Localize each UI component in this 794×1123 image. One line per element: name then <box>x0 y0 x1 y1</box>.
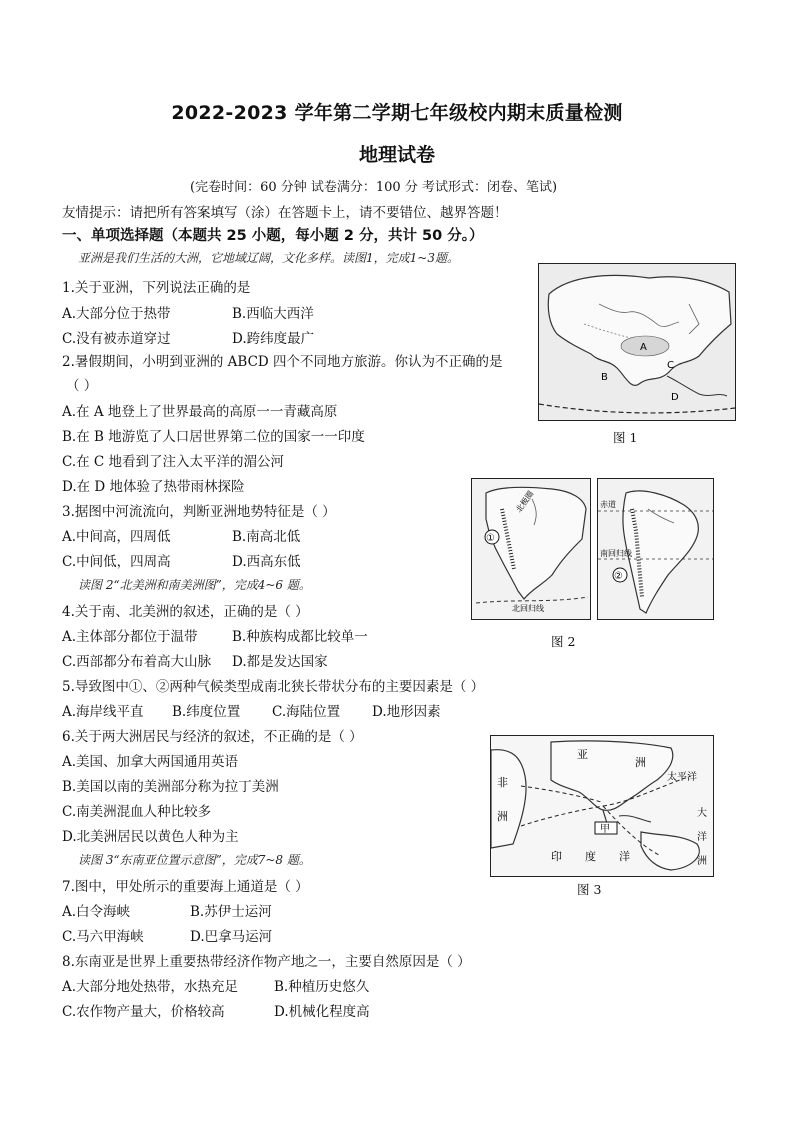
fig1-label-c: C <box>667 360 674 371</box>
fig3-label-pacific: 太平洋 <box>667 772 697 783</box>
fig2-label-2: ② <box>614 571 623 582</box>
figure-3-southeast-asia-map <box>490 735 714 877</box>
question-2-option-c: C.在 C 地看到了注入太平洋的湄公河 <box>62 454 285 470</box>
question-1-option-b: B.西临大西洋 <box>232 306 314 322</box>
question-4-option-a: A.主体部分都位于温带 <box>62 629 198 645</box>
question-5-option-b: B.纬度位置 <box>172 704 241 720</box>
fig2-arctic-circle: 北极圈 <box>514 489 536 515</box>
question-4-option-d: D.都是发达国家 <box>232 654 328 670</box>
question-7-option-c: C.马六甲海峡 <box>62 929 144 945</box>
question-7-option-a: A.白令海峡 <box>62 904 131 920</box>
question-6-option-a: A.美国、加拿大两国通用英语 <box>62 754 239 770</box>
question-8-stem: 8.东南亚是世界上重要热带经济作物产地之一，主要自然原因是（ ） <box>62 954 471 970</box>
subject-title: 地理试卷 <box>358 144 435 166</box>
question-4-option-c: C.西部都分布着高大山脉 <box>62 654 212 670</box>
question-4-stem: 4.关于南、北美洲的叙述，正确的是（ ） <box>62 604 309 620</box>
question-2-option-b: B.在 B 地游览了人口居世界第二位的国家一一印度 <box>62 429 365 445</box>
fig1-label-a: A <box>640 342 647 353</box>
figure-2-north-america <box>471 478 591 620</box>
question-2-blank: （ ） <box>66 378 98 394</box>
exam-info: (完卷时间：60 分钟 试卷满分：100 分 考试形式：闭卷、笔试) <box>190 180 558 195</box>
south-america-graphic <box>598 479 713 619</box>
question-8-option-d: D.机械化程度高 <box>274 1004 370 1020</box>
question-7-stem: 7.图中，甲处所示的重要海上通道是（ ） <box>62 879 309 895</box>
question-2-stem: 2.暑假期间，小明到亚洲的 ABCD 四个不同地方旅游。你认为不正确的是 <box>62 354 503 370</box>
question-3-option-a: A.中间高，四周低 <box>62 529 171 545</box>
notice: 友情提示：请把所有答案填写（涂）在答题卡上，请不要错位、越界答题！ <box>62 205 508 221</box>
question-6-option-d: D.北美洲居民以黄色人种为主 <box>62 829 239 845</box>
fig2-tropic-capricorn: 南回归线 <box>600 549 632 558</box>
question-2-option-a: A.在 A 地登上了世界最高的高原一一青藏高原 <box>62 404 338 420</box>
intro-fig1: 亚洲是我们生活的大洲，它地域辽阔，文化多样。读图1，完成1~3题。 <box>78 251 459 265</box>
question-6-stem: 6.关于两大洲居民与经济的叙述，不正确的是（ ） <box>62 729 363 745</box>
fig3-label-fei: 非 <box>497 776 508 789</box>
question-6-option-b: B.美国以南的美洲部分称为拉丁美洲 <box>62 779 279 795</box>
exam-title: 2022-2023 学年第二学期七年级校内期末质量检测 <box>171 102 623 124</box>
question-1-stem: 1.关于亚洲，下列说法正确的是 <box>62 280 251 296</box>
fig3-label-ya: 亚 <box>577 748 588 761</box>
fig3-label-yang2: 洋 <box>697 832 707 843</box>
question-5-option-c: C.海陆位置 <box>272 704 341 720</box>
question-8-option-b: B.种植历史悠久 <box>274 979 370 995</box>
section-heading: 一、单项选择题（本题共 25 小题，每小题 2 分，共计 50 分。） <box>62 228 484 244</box>
fig3-label-yin: 印 <box>551 850 562 863</box>
question-1-option-c: C.没有被赤道穿过 <box>62 331 171 347</box>
question-7-option-d: D.巴拿马运河 <box>190 929 273 945</box>
question-3-stem: 3.据图中河流流向，判断亚洲地势特征是（ ） <box>62 504 336 520</box>
question-6-option-c: C.南美洲混血人种比较多 <box>62 804 212 820</box>
intro-fig2: 读图 2“北美洲和南美洲图”，完成4~6 题。 <box>78 578 311 592</box>
fig3-label-zhou2: 洲 <box>497 810 508 823</box>
intro-fig3: 读图 3“东南亚位置示意图”，完成7~8 题。 <box>78 853 311 867</box>
fig1-label-d: D <box>671 392 679 403</box>
fig3-label-jia: 甲 <box>600 824 610 835</box>
question-8-option-c: C.农作物产量大，价格较高 <box>62 1004 225 1020</box>
figure-1-caption: 图 1 <box>613 430 638 445</box>
figure-2-south-america <box>597 478 714 620</box>
question-1-option-a: A.大部分位于热带 <box>62 306 171 322</box>
question-7-option-b: B.苏伊士运河 <box>190 904 272 920</box>
question-3-option-c: C.中间低，四周高 <box>62 554 171 570</box>
question-5-option-a: A.海岸线平直 <box>62 704 144 720</box>
question-3-option-b: B.南高北低 <box>232 529 301 545</box>
figure-2-caption: 图 2 <box>551 634 576 649</box>
figure-3-caption: 图 3 <box>577 882 602 897</box>
fig2-label-1: ① <box>486 533 495 544</box>
fig3-label-du: 度 <box>585 850 596 863</box>
question-4-option-b: B.种族构成都比较单一 <box>232 629 368 645</box>
fig3-label-zhou3: 洲 <box>697 856 707 867</box>
fig2-tropic-cancer: 北回归线 <box>512 604 544 613</box>
north-america-graphic <box>472 479 590 619</box>
question-5-stem: 5.导致图中①、②两种气候类型成南北狭长带状分布的主要因素是（ ） <box>62 679 485 695</box>
fig3-label-zhou: 洲 <box>635 756 646 769</box>
question-5-option-d: D.地形因素 <box>372 704 441 720</box>
question-3-option-d: D.西高东低 <box>232 554 301 570</box>
asia-map-graphic <box>539 264 735 420</box>
figure-1-asia-map <box>538 263 736 421</box>
fig2-equator: 赤道 <box>600 500 616 509</box>
southeast-asia-graphic <box>491 736 713 876</box>
fig3-label-da: 大 <box>697 808 707 819</box>
question-1-option-d: D.跨纬度最广 <box>232 331 315 347</box>
question-2-option-d: D.在 D 地体验了热带雨林探险 <box>62 479 245 495</box>
question-8-option-a: A.大部分地处热带，水热充足 <box>62 979 239 995</box>
fig3-label-yang: 洋 <box>619 850 630 863</box>
fig1-label-b: B <box>601 372 608 383</box>
